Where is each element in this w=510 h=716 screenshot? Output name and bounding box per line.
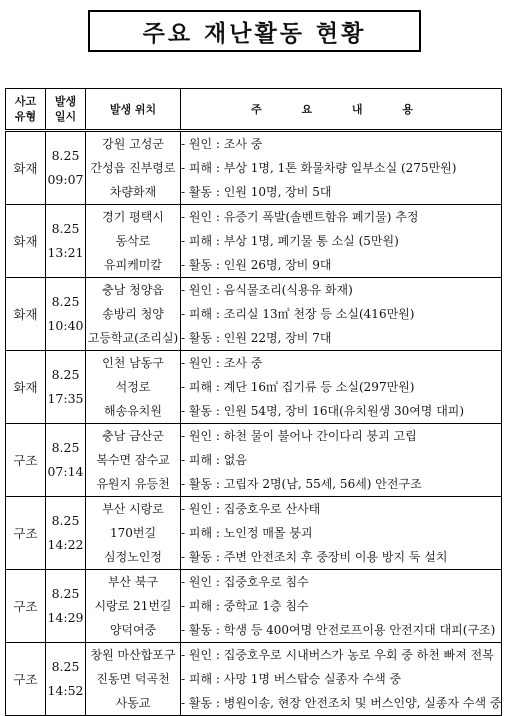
incident-location	[86, 643, 181, 716]
location-line: 인천 남동구	[102, 356, 164, 370]
table-row	[6, 351, 502, 424]
incident-details	[181, 497, 502, 570]
incident-date: 8.25	[51, 440, 80, 455]
incident-datetime	[46, 351, 86, 424]
incident-location	[86, 570, 181, 643]
location-line: 유원지 유등천	[96, 477, 170, 491]
incident-time: 09:07	[47, 172, 84, 187]
table-row	[6, 205, 502, 278]
location-line: 강원 고성군	[102, 137, 164, 151]
table-header-row	[6, 89, 502, 131]
location-line: 양덕여중	[109, 623, 157, 637]
incident-type: 구조	[6, 424, 46, 497]
incident-time: 10:40	[47, 318, 84, 333]
location-line: 고등학교(조리실)	[87, 331, 179, 345]
incident-datetime	[46, 278, 86, 351]
incident-date: 8.25	[51, 586, 80, 601]
detail-damage: - 피해 : 중학교 1층 침수	[181, 599, 309, 613]
location-line: 170번길	[109, 526, 157, 540]
incident-datetime	[46, 205, 86, 278]
incident-location	[86, 424, 181, 497]
incident-details	[181, 278, 502, 351]
detail-activity: - 활동 : 학생 등 400여명 안전로프이용 안전지대 대피(구조)	[181, 623, 496, 637]
incident-location	[86, 497, 181, 570]
table-row	[6, 278, 502, 351]
incident-datetime	[46, 570, 86, 643]
page-title: 주요 재난활동 현황	[142, 20, 367, 47]
location-line: 부산 북구	[107, 575, 159, 589]
incident-details	[181, 424, 502, 497]
location-line: 충남 금산군	[102, 429, 164, 443]
detail-damage: - 피해 : 계단 16㎡ 집기류 등 소실(297만원)	[181, 380, 415, 394]
incident-location	[86, 278, 181, 351]
incident-type: 화재	[6, 351, 46, 424]
location-line: 해송유치원	[104, 404, 162, 418]
incident-details	[181, 351, 502, 424]
incident-date: 8.25	[51, 221, 80, 236]
detail-damage: - 피해 : 부상 1명, 1톤 화물차량 일부소실 (275만원)	[181, 161, 457, 175]
incident-time: 14:52	[47, 683, 84, 698]
incident-datetime	[46, 131, 86, 205]
detail-cause: - 원인 : 조사 중	[181, 356, 263, 370]
incident-location	[86, 205, 181, 278]
location-line: 복수면 잠수교	[96, 453, 170, 467]
detail-cause: - 원인 : 음식물조리(식용유 화재)	[181, 283, 353, 297]
location-line: 시랑로 21번길	[94, 599, 172, 613]
detail-damage: - 피해 : 부상 1명, 폐기물 통 소실 (5만원)	[181, 234, 399, 248]
incident-date: 8.25	[51, 367, 80, 382]
incident-time: 07:14	[47, 464, 84, 479]
incident-datetime	[46, 497, 86, 570]
detail-activity: - 활동 : 인원 26명, 장비 9대	[181, 258, 332, 272]
location-line: 경기 평택시	[102, 210, 164, 224]
incident-date: 8.25	[51, 148, 80, 163]
incident-location	[86, 131, 181, 205]
detail-cause: - 원인 : 집중호우로 시내버스가 농로 우회 중 하천 빠져 전복	[181, 648, 494, 662]
incident-type: 구조	[6, 497, 46, 570]
location-line: 차량화재	[109, 185, 157, 199]
incident-type: 구조	[6, 643, 46, 716]
location-line: 송방리 청양	[102, 307, 164, 321]
incident-details	[181, 205, 502, 278]
location-line: 부산 시랑로	[102, 502, 164, 516]
title-box	[88, 10, 421, 52]
detail-cause: - 원인 : 집중호우로 침수	[181, 575, 309, 589]
incident-details	[181, 131, 502, 205]
detail-activity: - 활동 : 고립자 2명(남, 55세, 56세) 안전구조	[181, 477, 422, 491]
incident-date: 8.25	[51, 294, 80, 309]
detail-activity: - 활동 : 인원 54명, 장비 16대(유치원생 30여명 대피)	[181, 404, 465, 418]
location-line: 석정로	[115, 380, 151, 394]
detail-damage: - 피해 : 노인정 매몰 붕괴	[181, 526, 313, 540]
incident-details	[181, 643, 502, 716]
detail-activity: - 활동 : 인원 22명, 장비 7대	[181, 331, 332, 345]
location-line: 사동교	[115, 696, 151, 710]
detail-cause: - 원인 : 조사 중	[181, 137, 263, 151]
location-line: 진동면 덕곡천	[96, 672, 170, 686]
location-line: 충남 청양읍	[102, 283, 164, 297]
incident-location	[86, 351, 181, 424]
header-location: 발생 위치	[86, 89, 181, 131]
detail-activity: - 활동 : 주변 안전조치 후 중장비 이용 방지 둑 설치	[181, 550, 448, 564]
incident-time: 13:21	[47, 245, 84, 260]
header-content: 주 요 내 용	[181, 89, 502, 131]
table-row	[6, 497, 502, 570]
location-line: 창원 마산합포구	[90, 648, 176, 662]
incident-type: 화재	[6, 131, 46, 205]
incident-details	[181, 570, 502, 643]
incident-type: 구조	[6, 570, 46, 643]
location-line: 심정노인정	[104, 550, 162, 564]
disaster-table	[5, 88, 502, 716]
incident-type: 화재	[6, 205, 46, 278]
detail-cause: - 원인 : 하천 물이 불어나 간이다리 붕괴 고립	[181, 429, 417, 443]
location-line: 유피케미칼	[104, 258, 162, 272]
header-type: 사고 유형	[6, 89, 46, 131]
incident-time: 17:35	[47, 391, 84, 406]
incident-datetime	[46, 424, 86, 497]
table-row	[6, 424, 502, 497]
location-line: 동삭로	[115, 234, 151, 248]
incident-date: 8.25	[51, 513, 80, 528]
incident-time: 14:29	[47, 610, 84, 625]
table-row	[6, 131, 502, 205]
incident-type: 화재	[6, 278, 46, 351]
incident-date: 8.25	[51, 659, 80, 674]
detail-damage: - 피해 : 사망 1명 버스탑승 실종자 수색 중	[181, 672, 402, 686]
detail-activity: - 활동 : 인원 10명, 장비 5대	[181, 185, 332, 199]
incident-time: 14:22	[47, 537, 84, 552]
table-row	[6, 643, 502, 716]
detail-cause: - 원인 : 유증기 폭발(솔벤트함유 폐기물) 추정	[181, 210, 419, 224]
detail-damage: - 피해 : 조리실 13㎡ 천장 등 소실(416만원)	[181, 307, 415, 321]
incident-datetime	[46, 643, 86, 716]
header-time: 발생 일시	[46, 89, 86, 131]
detail-cause: - 원인 : 집중호우로 산사태	[181, 502, 321, 516]
table-row	[6, 570, 502, 643]
detail-activity: - 활동 : 병원이송, 현장 안전조치 및 버스인양, 실종자 수색 중	[181, 696, 501, 710]
location-line: 간성읍 진부령로	[90, 161, 176, 175]
detail-damage: - 피해 : 없음	[181, 453, 247, 467]
